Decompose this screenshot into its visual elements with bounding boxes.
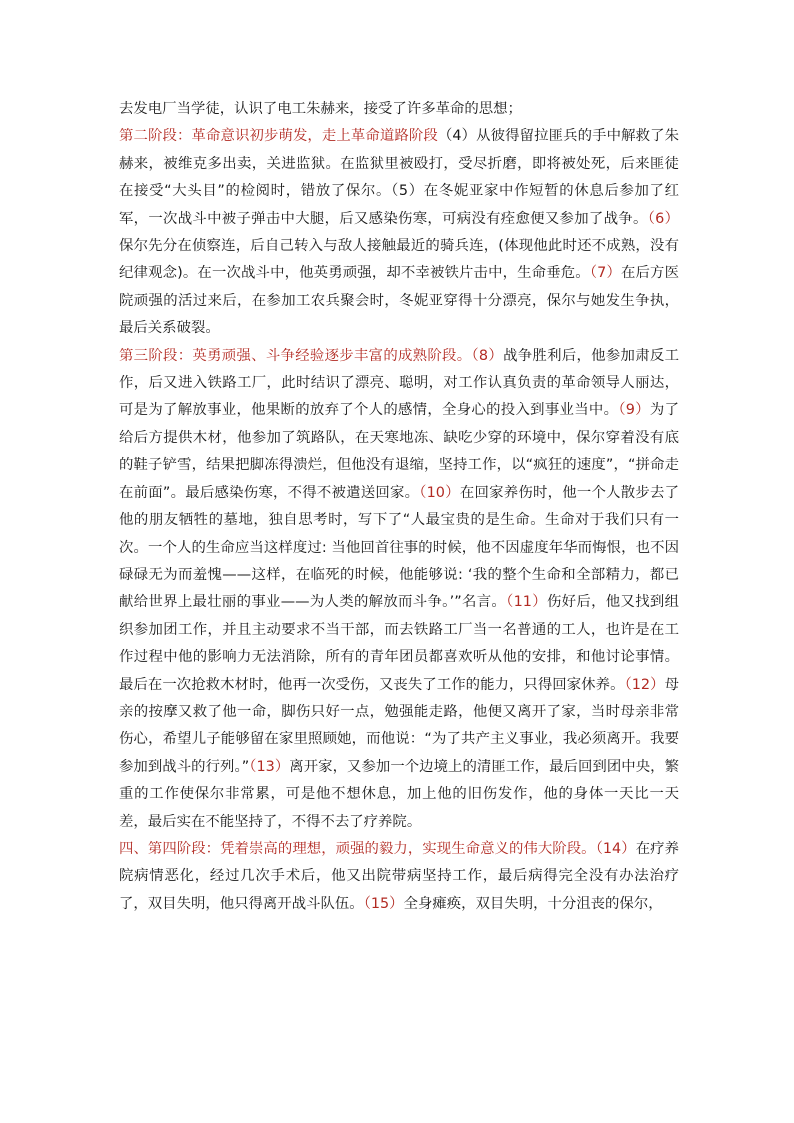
highlighted-text: （7） bbox=[589, 265, 621, 282]
body-text: 为了给后方提供木材，他参加了筑路队，在天寒地冻、缺吃少穿的环境中，保尔穿着没有底的鞋子铲雪，结果把脚冻得溃烂，但他没有退缩，坚持工作，以“疯狂的速度”，“拼命走在前面”。最后感染伤寒，不得不被遣送回家。 bbox=[119, 402, 679, 501]
body-text: 伤好后，他又找到组织参加团工作，并且主动要求不当干部，而去铁路工厂当一名普通的工人，也许是在工作过程中他的影响力无法消除，所有的青年团员都喜欢听从他的安排，和他讨论事情。最后在一次抢救木材时，他再一次受伤，又丧失了工作的能力，只得回家休养。 bbox=[119, 594, 679, 693]
body-text: 在疗养院病情恶化，经过几次手术后，他又出院带病坚持工作，最后病得完全没有办法治疗了，双目失明，他只得离开战斗队伍。 bbox=[119, 840, 679, 912]
highlighted-text: （12） bbox=[624, 676, 665, 693]
highlighted-text: 四、第四阶段：凭着崇高的理想，顽强的毅力，实现生命意义的伟大阶段。 bbox=[119, 840, 596, 857]
document-body bbox=[119, 96, 679, 918]
body-text: 全身瘫痪，双目失明，十分沮丧的保尔， bbox=[403, 895, 663, 912]
highlighted-text: （13） bbox=[249, 758, 290, 775]
highlighted-text: （10） bbox=[419, 484, 460, 501]
paragraph bbox=[119, 836, 679, 918]
highlighted-text: （9） bbox=[618, 402, 650, 419]
paragraph bbox=[119, 96, 679, 123]
highlighted-text: 第二阶段：革命意识初步萌发，走上革命道路阶段 bbox=[119, 128, 438, 145]
highlighted-text: （6） bbox=[647, 210, 679, 227]
body-text: （5）在冬妮亚家中作短暂的休息后参加了红军，一次战斗中被子弹击中大腿，后又感染伤寒，可病没有痊愈便又参加了战争。 bbox=[119, 183, 679, 227]
paragraph bbox=[119, 123, 679, 342]
body-text: （4）从彼得留拉匪兵的手中解救了朱赫来，被维克多出卖，关进监狱。在监狱里被殴打，受尽折磨，即将被处死，后来匪徒在接受“大头目”的检阅时，错放了保尔。 bbox=[119, 128, 679, 200]
highlighted-text: （11） bbox=[506, 594, 547, 611]
highlighted-text: （14） bbox=[595, 840, 636, 857]
body-text: 在后方医院顽强的活过来后，在参加工农兵聚会时，冬妮亚穿得十分漂亮，保尔与她发生争执，最后关系破裂。 bbox=[119, 265, 679, 337]
highlighted-text: （8） bbox=[471, 347, 504, 364]
body-text: 战争胜利后，他参加肃反工作，后又进入铁路工厂，此时结识了漂亮、聪明，对工作认真负责的革命领导人丽达，可是为了解放事业，他果断的放弃了个人的感情，全身心的投入到事业当中。 bbox=[119, 347, 679, 419]
body-text: 离开家，又参加一个边境上的清匪工作，最后回到团中央，繁重的工作使保尔非常累，可是他不想休息，加上他的旧伤发作，他的身体一天比一天差，最后实在不能坚持了，不得不去了疗养院。 bbox=[119, 758, 679, 830]
paragraph bbox=[119, 343, 679, 836]
body-text: 母亲的按摩又救了他一命，脚伤只好一点，勉强能走路，他便又离开了家，当时母亲非常伤心，希望儿子能够留在家里照顾她，而他说：“为了共产主义事业，我必须离开。我要参加到战斗的行列。” bbox=[119, 676, 679, 775]
body-text: 去发电厂当学徒，认识了电工朱赫来，接受了许多革命的思想； bbox=[119, 101, 522, 117]
highlighted-text: （15） bbox=[363, 895, 404, 912]
body-text: 保尔先分在侦察连，后自己转入与敌人接触最近的骑兵连，(体现他此时还不成熟，没有纪律观念)。在一次战斗中，他英勇顽强，却不幸被铁片击中，生命垂危。 bbox=[119, 238, 679, 282]
highlighted-text: 第三阶段：英勇顽强、斗争经验逐步丰富的成熟阶段。 bbox=[119, 347, 472, 364]
body-text: 在回家养伤时，他一个人散步去了他的朋友牺牲的墓地，独自思考时，写下了“人最宝贵的是生命。生命对于我们只有一次。一个人的生命应当这样度过: 当他回首往事的时候，他不因虚度年华而悔恨，也不因碌碌无为而羞愧——这样，在临死的时候，他能够说: ‘我的整个生命和全部精力，都已献给世界上最壮丽的事业——为人类的解放而斗争。’”名言。 bbox=[119, 484, 679, 611]
